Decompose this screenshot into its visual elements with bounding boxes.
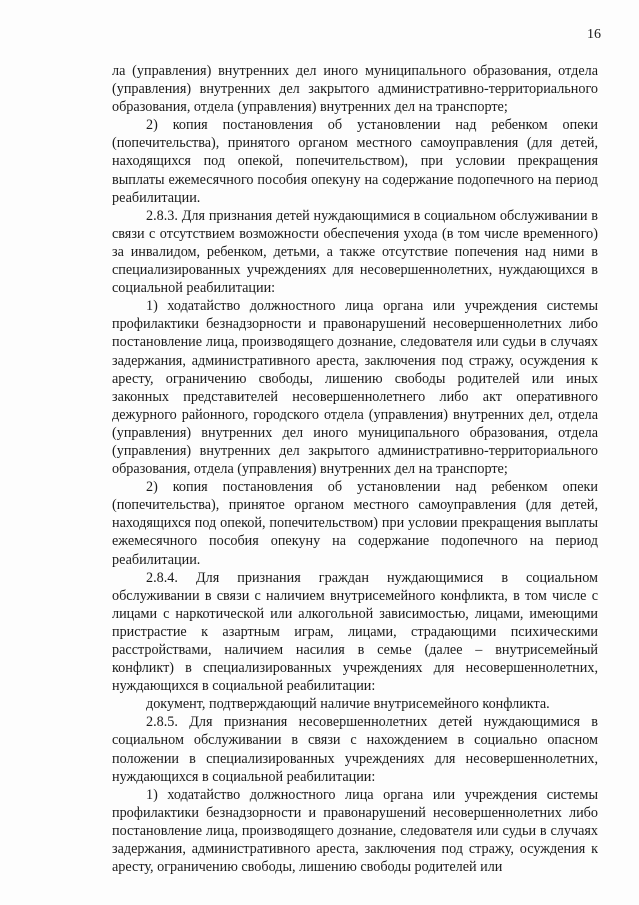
paragraph-section-2-8-5: 2.8.5. Для признания несовершеннолетних детей нуждающимися в социальном обслуживании в связи с нахождением в социально опасном положении в специализированных учреждениях для несовершеннолетних, нуждающихся в социальной реабилитации: [112, 714, 598, 785]
paragraph-item-1-petition: 1) ходатайство должностного лица органа или учреждения системы профилактики безнадзорности и правонарушений несовершеннолетних либо постановление лица, производящего дознание, следователя или судьи в случаях задержания, административного ареста, заключения под стражу, осуждения к аресту, ограничению свободы, лишению свободы родителей или [112, 786, 598, 876]
page-body [112, 62, 598, 876]
paragraph-section-2-8-4: 2.8.4. Для признания граждан нуждающимися в социальном обслуживании в связи с наличием внутрисемейного конфликта, в том числе с лицами с наркотической или алкогольной зависимостью, лицами, имеющими пристрастие к азартным играм, лицами, страдающими психическими расстройствами, наличием насилия в семье (далее – внутрисемейный конфликт) в специализированных учреждениях для несовершеннолетних, нуждающихся в социальной реабилитации: [112, 569, 598, 695]
paragraph-item-2-copy-of-resolution: 2) копия постановления об установлении над ребенком опеки (попечительства), принятое органом местного самоуправления (для детей, находящихся под опекой, попечительством) при условии прекращения выплаты ежемесячного пособия опекуну на содержание подопечного на период реабилитации. [112, 479, 598, 568]
paragraph-section-2-8-3: 2.8.3. Для признания детей нуждающимися в социальном обслуживании в связи с отсутствием возможности обеспечения ухода (в том числе временного) за инвалидом, ребенком, детьми, а также отсутствие попечения над ними в специализированных учреждениях для несовершеннолетних, нуждающихся в социальной реабилитации: [112, 207, 598, 297]
paragraph-item-2-copy-of-resolution: 2) копия постановления об установлении над ребенком опеки (попечительства), принятого органом местного самоуправления (для детей, находящихся под опекой, попечительством), при условии прекращения выплаты ежемесячного пособия опекуну на содержание подопечного на период реабилитации. [112, 117, 598, 206]
paragraph-continuation: ла (управления) внутренних дел иного муниципального образования, отдела (управления) внутренних дел закрытого административно-территориального образования, отдела (управления) внутренних дел на транспорте; [112, 63, 598, 116]
paragraph-conflict-document: документ, подтверждающий наличие внутрисемейного конфликта. [146, 696, 550, 713]
paragraph-item-1-petition: 1) ходатайство должностного лица органа или учреждения системы профилактики безнадзорности и правонарушений несовершеннолетних либо постановление лица, производящего дознание, следователя или судьи в случаях задержания, административного ареста, заключения под стражу, осуждения к аресту, ограничению свободы, лишению свободы родителей или иных законных представителей несовершеннолетнего либо акт оперативного дежурного районного, городского отдела (управления) внутренних дел, отдела (управления) внутренних дел иного муниципального образования, отдела (управления) внутренних дел закрытого административно-территориального образования, отдела (управления) внутренних дел на транспорте; [112, 298, 598, 478]
page-number: 16 [587, 27, 601, 42]
